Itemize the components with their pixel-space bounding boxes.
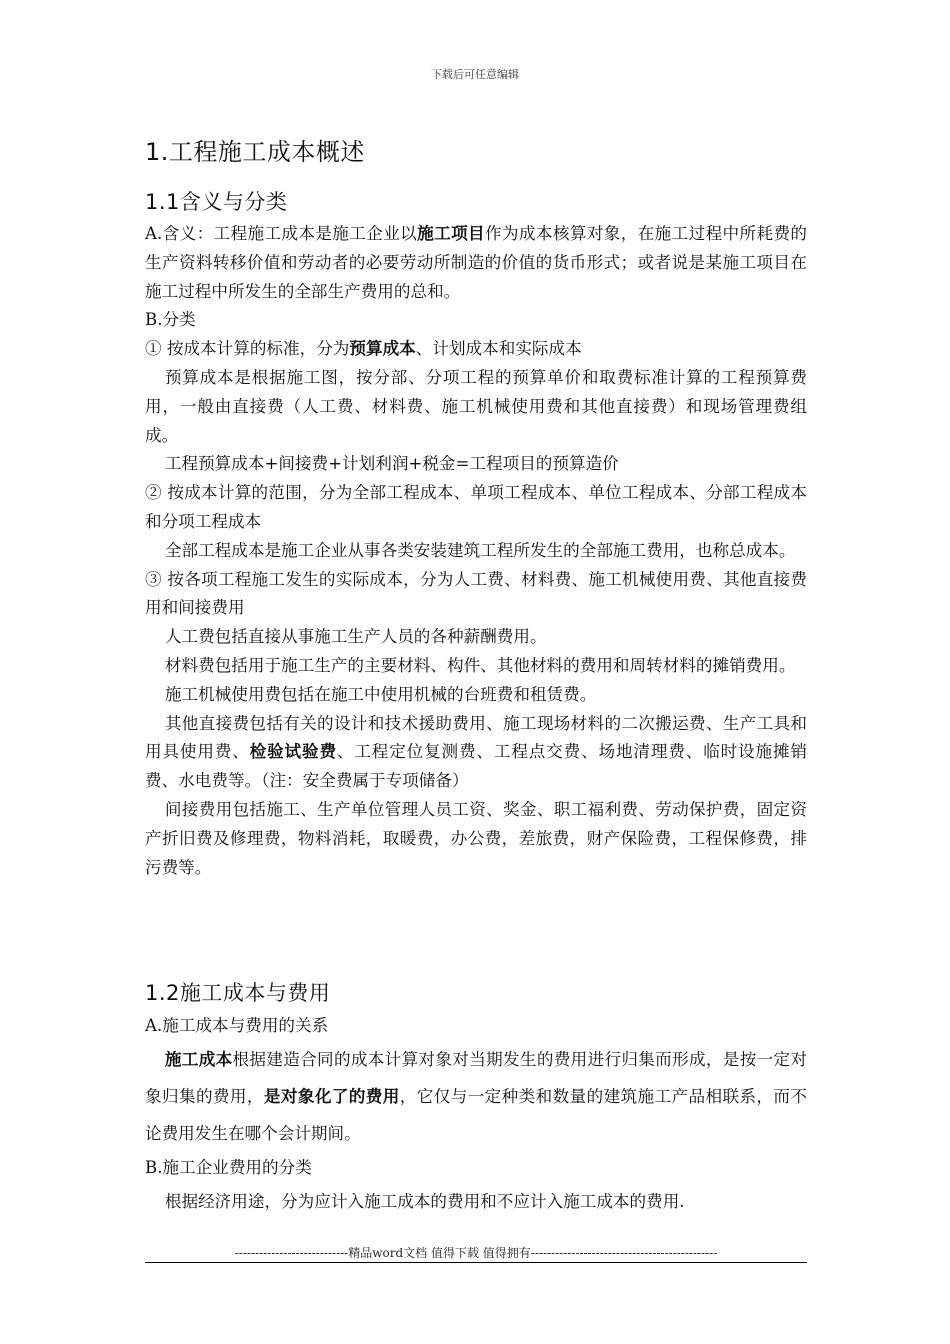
paragraph-budget-cost: 预算成本是根据施工图，按分部、分项工程的预算单价和取费标准计算的工程预算费用，一般由直接费（人工费、材料费、施工机械使用费和其他直接费）和现场管理费组成。 [145,367,807,445]
section-heading-1-2: 1.2施工成本与费用 [145,981,331,1005]
bold-term: 是对象化了的费用 [263,1086,400,1106]
section-1-2-body [145,1012,807,1220]
label-relationship: A.施工成本与费用的关系 [145,1016,329,1035]
bold-term: 检验试验费 [249,742,337,762]
paragraph-cost-vs-expense [145,1041,807,1152]
footer-rule [145,1262,807,1263]
section-heading-1-1: 1.1含义与分类 [145,190,288,214]
paragraph-material: 材料费包括用于施工生产的主要材料、构件、其他材料的费用和周转材料的摊销费用。 [164,655,796,675]
bold-term: 施工成本 [164,1049,233,1069]
paragraph-other-direct [145,710,807,796]
text: ① 按成本计算的标准，分为 [145,339,350,359]
bold-term: 预算成本 [349,339,416,359]
paragraph-formula: 工程预算成本+间接费+计划利润+税金=工程项目的预算造价 [164,454,619,474]
paragraph-labor: 人工费包括直接从事施工生产人员的各种薪酬费用。 [164,627,547,647]
label-expense-classification: B.施工企业费用的分类 [145,1157,312,1177]
text: 其他直接费包括有关的设计和技术援助费用、施工现场材料的二次搬运费、生产工具和用具使用费、 [145,713,807,762]
text: ，它仅与一定种类和数量的建筑施工产品相联系，而不论费用发生在哪个会计期间。 [145,1086,807,1143]
text: A.含义：工程施工成本是施工企业以 [145,224,418,243]
label-classification: B.分类 [145,310,196,330]
text: 、计划成本和实际成本 [415,339,582,359]
footer-note: ----------------------------精品word文档 值得下载 值得拥有---------------------------------------------- [234,1246,718,1260]
section-1-1-body [145,220,807,882]
item-1 [145,335,807,364]
paragraph-indirect: 间接费用包括施工、生产单位管理人员工资、奖金、职工福利费、劳动保护费，固定资产折旧费及修理费，物料消耗，取暖费，办公费，差旅费，财产保险费，工程保修费，排污费等。 [145,799,807,877]
paragraph-economic-use: 根据经济用途，分为应计入施工成本的费用和不应计入施工成本的费用. [164,1191,685,1211]
paragraph-machinery: 施工机械使用费包括在施工中使用机械的台班费和租赁费。 [164,684,597,704]
header-note: 下载后可任意编辑 [431,68,519,81]
text: 根据建造合同的成本计算对象对当期发生的费用进行归集而形成，是按一定对象归集的费用， [145,1049,808,1106]
bold-term: 施工项目 [417,224,486,243]
item-3: ③ 按各项工程施工发生的实际成本，分为人工费、材料费、施工机械使用费、其他直接费用和间接费用 [145,569,807,618]
item-2: ② 按成本计算的范围，分为全部工程成本、单项工程成本、单位工程成本、分部工程成本和分项工程成本 [145,483,807,531]
text: 、工程定位复测费、工程点交费、场地清理费、临时设施摊销费、水电费等。（注：安全费属于专项储备） [145,742,808,791]
text: 作为成本核算对象，在施工过程中所耗费的生产资料转移价值和劳动者的必要劳动所制造的价值的货币形式；或者说是某施工项目在施工过程中所发生的全部生产费用的总和。 [145,224,808,301]
paragraph-definition [145,220,807,306]
document-title: 1.工程施工成本概述 [145,138,365,166]
paragraph-total-cost: 全部工程成本是施工企业从事各类安装建筑工程所发生的全部施工费用，也称总成本。 [164,540,796,560]
